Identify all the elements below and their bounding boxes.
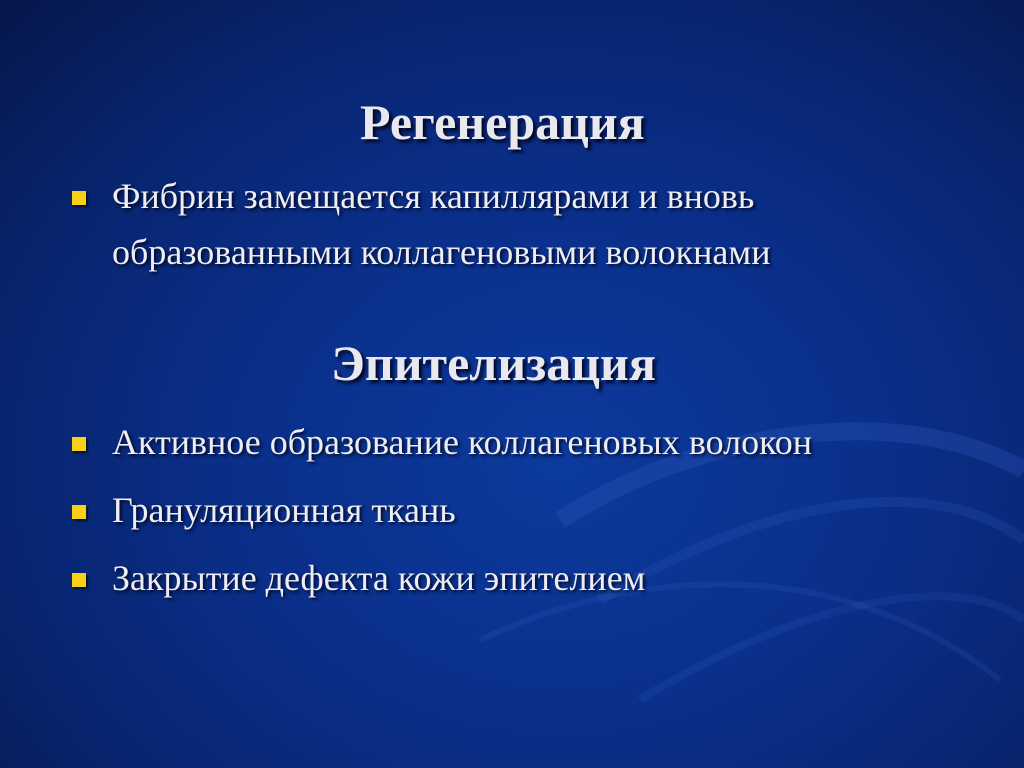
bullet-text: Грануляционная ткань xyxy=(112,490,456,530)
bullet-text: Закрытие дефекта кожи эпителием xyxy=(112,558,646,598)
bullet-item xyxy=(72,414,1002,470)
section-title-epithelization: Эпителизация xyxy=(331,335,656,391)
square-bullet-icon xyxy=(72,437,86,451)
bullet-item xyxy=(72,168,1002,280)
bullet-text: Фибрин замещается капиллярами и вновь образованными коллагеновыми волокнами xyxy=(112,176,771,272)
square-bullet-icon xyxy=(72,573,86,587)
bullet-item xyxy=(72,550,1002,606)
section-title-regeneration: Регенерация xyxy=(360,94,645,150)
square-bullet-icon xyxy=(72,505,86,519)
square-bullet-icon xyxy=(72,191,86,205)
bullet-item xyxy=(72,482,1002,538)
bullet-list-regeneration xyxy=(72,168,1002,280)
bullet-list-epithelization xyxy=(72,414,1002,618)
bullet-text: Активное образование коллагеновых волокон xyxy=(112,422,812,462)
